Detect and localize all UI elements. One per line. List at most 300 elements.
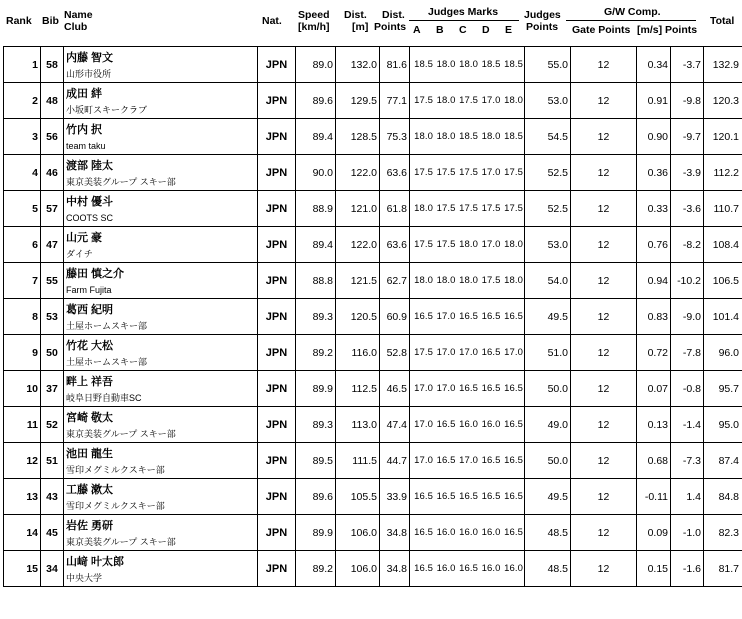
nation-cell: JPN (258, 479, 296, 515)
judge-mark: 17.0 (481, 239, 501, 250)
judge-mark: 17.0 (436, 311, 456, 322)
speed-cell: 89.4 (296, 119, 336, 155)
distance-points-cell: 75.3 (380, 119, 410, 155)
distance-points-cell: 62.7 (380, 263, 410, 299)
header-dist: Dist. (344, 9, 367, 21)
total-cell: 87.4 (704, 443, 742, 479)
speed-cell: 89.2 (296, 335, 336, 371)
wind-points-cell: -3.7 (671, 47, 704, 83)
total-cell: 106.5 (704, 263, 742, 299)
speed-cell: 89.5 (296, 443, 336, 479)
judge-mark: 16.5 (481, 491, 501, 502)
distance-cell: 106.0 (336, 551, 380, 587)
judge-mark: 18.0 (436, 95, 456, 106)
athlete-club: 東京美装グループ スキー部 (66, 429, 176, 439)
nation-cell: JPN (258, 263, 296, 299)
header-judges-marks: Judges Marks (428, 6, 499, 18)
athlete-club: COOTS SC (66, 213, 114, 223)
name-club-cell (64, 47, 258, 83)
judge-mark: 18.0 (459, 275, 478, 286)
judges-points-cell: 49.0 (525, 407, 571, 443)
distance-points-cell: 33.9 (380, 479, 410, 515)
athlete-club: 小坂町スキークラブ (66, 105, 148, 115)
rank-cell: 5 (4, 191, 41, 227)
judge-mark: 18.5 (504, 59, 523, 70)
total-cell: 96.0 (704, 335, 742, 371)
bib-cell: 55 (41, 263, 64, 299)
total-cell: 132.9 (704, 47, 742, 83)
judge-mark: 16.0 (436, 563, 456, 574)
judge-mark: 18.5 (414, 59, 433, 70)
header-judge-d: D (482, 24, 490, 36)
total-cell: 101.4 (704, 299, 742, 335)
athlete-club: 雪印メグミルクスキー部 (66, 501, 165, 511)
rank-cell: 10 (4, 371, 41, 407)
speed-cell: 89.3 (296, 407, 336, 443)
judge-mark: 16.5 (481, 383, 501, 394)
nation-cell: JPN (258, 83, 296, 119)
judges-marks-cell (410, 443, 525, 479)
total-cell: 110.7 (704, 191, 742, 227)
judge-mark: 18.0 (414, 131, 433, 142)
distance-points-cell: 63.6 (380, 227, 410, 263)
gate-cell: 12 (571, 83, 637, 119)
athlete-name: 山﨑 叶太郎 (66, 556, 125, 568)
name-club-cell (64, 227, 258, 263)
wind-cell: 0.76 (637, 227, 671, 263)
judge-mark: 16.0 (436, 527, 456, 538)
distance-points-cell: 52.8 (380, 335, 410, 371)
wind-points-cell: -0.8 (671, 371, 704, 407)
judge-mark: 17.5 (436, 203, 456, 214)
judge-mark: 17.0 (414, 419, 433, 430)
bib-cell: 46 (41, 155, 64, 191)
header-judges-points2: Points (526, 21, 559, 33)
header-bib: Bib (42, 15, 59, 27)
table-header (0, 0, 742, 44)
bib-cell: 34 (41, 551, 64, 587)
judge-mark: 18.0 (436, 59, 456, 70)
name-club-cell (64, 551, 258, 587)
distance-points-cell: 77.1 (380, 83, 410, 119)
judge-mark: 16.5 (504, 491, 523, 502)
judges-marks-cell (410, 551, 525, 587)
nation-cell: JPN (258, 515, 296, 551)
judges-points-cell: 53.0 (525, 227, 571, 263)
judge-mark: 18.5 (459, 131, 478, 142)
name-club-cell (64, 407, 258, 443)
judge-mark: 18.0 (436, 275, 456, 286)
gate-cell: 12 (571, 551, 637, 587)
judge-mark: 16.5 (459, 311, 478, 322)
speed-cell: 89.2 (296, 551, 336, 587)
gate-cell: 12 (571, 479, 637, 515)
header-speed: Speed (298, 9, 330, 21)
athlete-name: 葛西 紀明 (66, 304, 114, 316)
judge-mark: 17.0 (504, 347, 523, 358)
nation-cell: JPN (258, 47, 296, 83)
judges-points-cell: 48.5 (525, 515, 571, 551)
gate-cell: 12 (571, 335, 637, 371)
judge-mark: 16.5 (504, 383, 523, 394)
distance-cell: 121.0 (336, 191, 380, 227)
rank-cell: 14 (4, 515, 41, 551)
gate-cell: 12 (571, 407, 637, 443)
wind-points-cell: -7.8 (671, 335, 704, 371)
judges-marks-cell (410, 227, 525, 263)
gate-cell: 12 (571, 371, 637, 407)
athlete-club: team taku (66, 141, 106, 151)
wind-cell: 0.94 (637, 263, 671, 299)
judge-mark: 17.5 (436, 239, 456, 250)
judge-mark: 16.0 (481, 527, 501, 538)
distance-cell: 116.0 (336, 335, 380, 371)
athlete-name: 内藤 智文 (66, 52, 114, 64)
nation-cell: JPN (258, 443, 296, 479)
judge-mark: 17.0 (414, 455, 433, 466)
bib-cell: 50 (41, 335, 64, 371)
distance-points-cell: 44.7 (380, 443, 410, 479)
wind-cell: -0.11 (637, 479, 671, 515)
athlete-name: 宮崎 敬太 (66, 412, 114, 424)
distance-cell: 129.5 (336, 83, 380, 119)
bib-cell: 53 (41, 299, 64, 335)
header-name: Name (64, 9, 93, 21)
table-row (4, 479, 742, 515)
header-gate-points: Gate Points (572, 24, 631, 36)
athlete-name: 成田 絆 (66, 88, 103, 100)
rank-cell: 15 (4, 551, 41, 587)
judge-mark: 18.0 (414, 203, 433, 214)
athlete-name: 渡部 陸太 (66, 160, 114, 172)
judges-marks-cell (410, 407, 525, 443)
judge-mark: 18.0 (504, 95, 523, 106)
distance-cell: 106.0 (336, 515, 380, 551)
judges-points-cell: 54.0 (525, 263, 571, 299)
judge-mark: 16.5 (436, 419, 456, 430)
header-speed-unit: [km/h] (298, 21, 330, 33)
athlete-club: 東京美装グループ スキー部 (66, 177, 176, 187)
rank-cell: 12 (4, 443, 41, 479)
table-row (4, 515, 742, 551)
bib-cell: 57 (41, 191, 64, 227)
judge-mark: 17.5 (414, 347, 433, 358)
judges-points-cell: 50.0 (525, 371, 571, 407)
total-cell: 84.8 (704, 479, 742, 515)
nation-cell: JPN (258, 551, 296, 587)
distance-points-cell: 61.8 (380, 191, 410, 227)
athlete-club: 中央大学 (66, 573, 103, 583)
header-judges-points: Judges (524, 9, 561, 21)
judge-mark: 16.5 (504, 527, 523, 538)
rank-cell: 1 (4, 47, 41, 83)
table-row (4, 191, 742, 227)
gate-cell: 12 (571, 299, 637, 335)
judges-points-cell: 52.5 (525, 155, 571, 191)
total-cell: 120.3 (704, 83, 742, 119)
gate-cell: 12 (571, 191, 637, 227)
judges-points-cell: 51.0 (525, 335, 571, 371)
judges-points-cell: 55.0 (525, 47, 571, 83)
judge-mark: 17.0 (414, 383, 433, 394)
distance-cell: 120.5 (336, 299, 380, 335)
judge-mark: 16.5 (414, 311, 433, 322)
judge-mark: 16.5 (504, 311, 523, 322)
judge-mark: 17.0 (459, 455, 478, 466)
gate-cell: 12 (571, 263, 637, 299)
name-club-cell (64, 515, 258, 551)
wind-points-cell: -3.6 (671, 191, 704, 227)
gate-cell: 12 (571, 515, 637, 551)
header-judge-c: C (459, 24, 467, 36)
distance-cell: 113.0 (336, 407, 380, 443)
wind-points-cell: -9.0 (671, 299, 704, 335)
name-club-cell (64, 443, 258, 479)
rank-cell: 6 (4, 227, 41, 263)
athlete-name: 工藤 漱太 (66, 484, 114, 496)
distance-cell: 122.0 (336, 155, 380, 191)
judge-mark: 16.0 (504, 563, 523, 574)
judge-mark: 18.0 (481, 131, 501, 142)
table-row (4, 443, 742, 479)
distance-points-cell: 34.8 (380, 515, 410, 551)
distance-cell: 122.0 (336, 227, 380, 263)
total-cell: 95.0 (704, 407, 742, 443)
gate-cell: 12 (571, 443, 637, 479)
judge-mark: 16.5 (414, 527, 433, 538)
speed-cell: 89.6 (296, 479, 336, 515)
bib-cell: 51 (41, 443, 64, 479)
gate-cell: 12 (571, 47, 637, 83)
wind-cell: 0.90 (637, 119, 671, 155)
wind-cell: 0.09 (637, 515, 671, 551)
table-row (4, 119, 742, 155)
judges-marks-cell (410, 335, 525, 371)
name-club-cell (64, 371, 258, 407)
header-ms-points: [m/s] Points (637, 24, 698, 36)
distance-points-cell: 34.8 (380, 551, 410, 587)
athlete-club: ダイチ (66, 249, 93, 259)
gate-cell: 12 (571, 227, 637, 263)
judge-mark: 17.5 (459, 203, 478, 214)
header-judge-a: A (413, 24, 421, 36)
distance-points-cell: 63.6 (380, 155, 410, 191)
name-club-cell (64, 119, 258, 155)
judge-mark: 17.0 (436, 383, 456, 394)
wind-points-cell: -3.9 (671, 155, 704, 191)
nation-cell: JPN (258, 119, 296, 155)
judges-points-cell: 52.5 (525, 191, 571, 227)
total-cell: 108.4 (704, 227, 742, 263)
gate-cell: 12 (571, 155, 637, 191)
judges-marks-cell (410, 119, 525, 155)
speed-cell: 89.3 (296, 299, 336, 335)
athlete-club: 土屋ホームスキー部 (66, 357, 148, 367)
gw-divider (566, 20, 696, 21)
athlete-name: 竹内 択 (66, 124, 103, 136)
header-total: Total (710, 15, 735, 27)
table-row (4, 263, 742, 299)
table-row (4, 407, 742, 443)
nation-cell: JPN (258, 299, 296, 335)
judge-mark: 16.0 (481, 563, 501, 574)
speed-cell: 88.8 (296, 263, 336, 299)
judge-mark: 18.0 (504, 275, 523, 286)
nation-cell: JPN (258, 371, 296, 407)
judge-mark: 17.5 (504, 203, 523, 214)
total-cell: 81.7 (704, 551, 742, 587)
athlete-name: 畔上 祥吾 (66, 376, 114, 388)
rank-cell: 13 (4, 479, 41, 515)
speed-cell: 89.6 (296, 83, 336, 119)
speed-cell: 89.0 (296, 47, 336, 83)
judges-marks-cell (410, 299, 525, 335)
gate-cell: 12 (571, 119, 637, 155)
header-rank: Rank (6, 15, 32, 27)
judges-marks-cell (410, 371, 525, 407)
wind-cell: 0.13 (637, 407, 671, 443)
wind-cell: 0.33 (637, 191, 671, 227)
name-club-cell (64, 191, 258, 227)
results-table (3, 46, 742, 587)
judge-mark: 17.5 (414, 95, 433, 106)
judge-mark: 16.0 (481, 419, 501, 430)
judge-mark: 18.0 (504, 239, 523, 250)
judge-mark: 16.5 (459, 383, 478, 394)
table-row (4, 155, 742, 191)
rank-cell: 9 (4, 335, 41, 371)
judge-mark: 16.5 (481, 455, 501, 466)
wind-points-cell: -9.7 (671, 119, 704, 155)
athlete-club: 東京美装グループ スキー部 (66, 537, 176, 547)
athlete-name: 池田 龍生 (66, 448, 114, 460)
judge-mark: 17.5 (414, 239, 433, 250)
table-row (4, 551, 742, 587)
judge-mark: 17.0 (481, 167, 501, 178)
judges-points-cell: 54.5 (525, 119, 571, 155)
distance-cell: 105.5 (336, 479, 380, 515)
judge-mark: 17.5 (481, 203, 501, 214)
speed-cell: 89.9 (296, 371, 336, 407)
total-cell: 82.3 (704, 515, 742, 551)
judge-mark: 17.5 (504, 167, 523, 178)
bib-cell: 58 (41, 47, 64, 83)
bib-cell: 56 (41, 119, 64, 155)
bib-cell: 52 (41, 407, 64, 443)
rank-cell: 4 (4, 155, 41, 191)
header-gw-comp: G/W Comp. (604, 6, 661, 18)
header-dist-points: Dist. (382, 9, 405, 21)
judges-marks-cell (410, 263, 525, 299)
wind-cell: 0.68 (637, 443, 671, 479)
rank-cell: 2 (4, 83, 41, 119)
athlete-name: 中村 優斗 (66, 196, 114, 208)
rank-cell: 11 (4, 407, 41, 443)
judge-mark: 16.5 (481, 311, 501, 322)
judges-points-cell: 49.5 (525, 479, 571, 515)
judge-mark: 18.0 (436, 131, 456, 142)
distance-points-cell: 47.4 (380, 407, 410, 443)
bib-cell: 48 (41, 83, 64, 119)
wind-cell: 0.34 (637, 47, 671, 83)
judge-mark: 18.5 (481, 59, 501, 70)
nation-cell: JPN (258, 191, 296, 227)
distance-cell: 111.5 (336, 443, 380, 479)
distance-points-cell: 81.6 (380, 47, 410, 83)
judge-mark: 18.0 (459, 59, 478, 70)
judge-mark: 18.0 (414, 275, 433, 286)
bib-cell: 43 (41, 479, 64, 515)
header-judge-e: E (505, 24, 513, 36)
judge-mark: 17.5 (436, 167, 456, 178)
distance-cell: 112.5 (336, 371, 380, 407)
rank-cell: 8 (4, 299, 41, 335)
distance-cell: 132.0 (336, 47, 380, 83)
judge-mark: 16.5 (459, 563, 478, 574)
judge-mark: 18.5 (504, 131, 523, 142)
judges-points-cell: 53.0 (525, 83, 571, 119)
judge-mark: 17.5 (459, 167, 478, 178)
judge-mark: 17.5 (481, 275, 501, 286)
judge-mark: 16.5 (481, 347, 501, 358)
table-row (4, 227, 742, 263)
wind-points-cell: -1.0 (671, 515, 704, 551)
judge-mark: 16.5 (436, 455, 456, 466)
bib-cell: 37 (41, 371, 64, 407)
name-club-cell (64, 155, 258, 191)
speed-cell: 89.9 (296, 515, 336, 551)
header-judge-b: B (436, 24, 444, 36)
wind-cell: 0.07 (637, 371, 671, 407)
table-row (4, 83, 742, 119)
judge-mark: 16.5 (504, 455, 523, 466)
table-row (4, 299, 742, 335)
judge-mark: 17.0 (481, 95, 501, 106)
distance-cell: 128.5 (336, 119, 380, 155)
header-nat: Nat. (262, 15, 282, 27)
athlete-name: 山元 豪 (66, 232, 103, 244)
distance-cell: 121.5 (336, 263, 380, 299)
judges-marks-cell (410, 155, 525, 191)
wind-points-cell: -1.4 (671, 407, 704, 443)
header-club: Club (64, 21, 88, 33)
judge-mark: 16.5 (436, 491, 456, 502)
judges-marks-cell (410, 47, 525, 83)
name-club-cell (64, 263, 258, 299)
header-dist-unit: [m] (352, 21, 369, 33)
wind-points-cell: -1.6 (671, 551, 704, 587)
judge-mark: 17.0 (459, 347, 478, 358)
athlete-club: 土屋ホームスキー部 (66, 321, 148, 331)
athlete-club: 岐阜日野自動車SC (66, 393, 142, 403)
wind-cell: 0.36 (637, 155, 671, 191)
judge-mark: 16.0 (459, 419, 478, 430)
total-cell: 112.2 (704, 155, 742, 191)
bib-cell: 47 (41, 227, 64, 263)
distance-points-cell: 60.9 (380, 299, 410, 335)
judges-marks-cell (410, 515, 525, 551)
athlete-name: 藤田 慎之介 (66, 268, 125, 280)
name-club-cell (64, 83, 258, 119)
wind-points-cell: -9.8 (671, 83, 704, 119)
wind-cell: 0.83 (637, 299, 671, 335)
rank-cell: 3 (4, 119, 41, 155)
speed-cell: 88.9 (296, 191, 336, 227)
wind-points-cell: -7.3 (671, 443, 704, 479)
table-row (4, 371, 742, 407)
total-cell: 95.7 (704, 371, 742, 407)
name-club-cell (64, 299, 258, 335)
